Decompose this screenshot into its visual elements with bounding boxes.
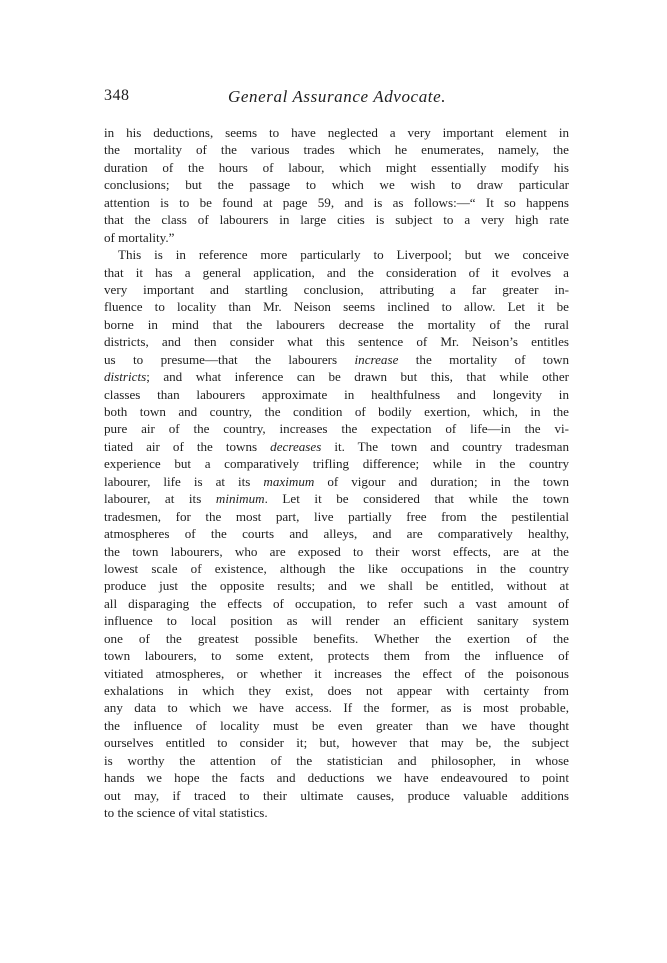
text-run: ourselves entitled to consider it; but, however that may be, the subject [104, 735, 569, 751]
italic-text: minimum [215, 491, 265, 507]
text-run: vitiated atmospheres, or whether it increases the effect of the poisonous [104, 665, 569, 681]
text-run: very important and startling conclusion, attributing a far greater in- [104, 281, 569, 297]
text-run: is worthy the attention of the statistician and philosopher, in whose [104, 752, 569, 768]
text-run: labourer, life is at its [104, 473, 264, 489]
text-run: the mortality of town [398, 351, 569, 367]
italic-text: maximum [263, 473, 315, 489]
text-run: districts, and then consider what this sentence of Mr. Neison’s entitles [104, 334, 569, 350]
text-line [104, 420, 569, 437]
text-line [104, 438, 569, 455]
text-line [104, 665, 569, 682]
text-run: of vigour and duration; in the town [314, 473, 569, 489]
text-run: influence to local position as will render an efficient sanitary system [104, 613, 569, 629]
text-run: pure air of the country, increases the expectation of life—in the vi- [104, 421, 569, 437]
text-line [104, 159, 569, 176]
text-run: attention is to be found at page 59, and is as follows:—“ It so happens [104, 194, 569, 210]
text-line [104, 752, 569, 769]
text-line [104, 368, 569, 385]
text-run: lowest scale of existence, although the like occupations in the country [104, 560, 569, 576]
text-line [104, 630, 569, 647]
text-line [104, 473, 569, 490]
text-line [104, 543, 569, 560]
text-line [104, 682, 569, 699]
text-line [104, 769, 569, 786]
text-line [104, 124, 569, 141]
text-run: labourer, at its [104, 491, 216, 507]
text-run: of mortality.” [104, 229, 175, 245]
text-run: to the science of vital statistics. [104, 805, 268, 821]
text-line [104, 351, 569, 368]
text-line [104, 455, 569, 472]
italic-text: districts [104, 369, 147, 385]
text-run: exhalations in which they exist, does not appear with certainty from [104, 683, 569, 698]
text-line [104, 246, 569, 263]
text-run: This is in reference more particularly to Liverpool; but we conceive [118, 247, 569, 263]
text-run: in his deductions, seems to have neglected a very important element in [104, 125, 569, 140]
text-line [104, 490, 569, 507]
text-run: it. The town and country tradesman [321, 438, 569, 454]
text-run: fluence to locality than Mr. Neison seems inclined to allow. Let it be [104, 299, 569, 315]
text-run: hands we hope the facts and deductions we have endeavoured to point [104, 770, 569, 786]
text-line [104, 194, 569, 211]
text-line [104, 595, 569, 612]
text-line [104, 229, 569, 246]
text-run: all disparaging the effects of occupation, to refer such a vast amount of [104, 595, 569, 611]
text-run: ; and what inference can be drawn but this, that while other [146, 369, 569, 385]
text-run: any data to which we have access. If the former, as is most probable, [104, 700, 569, 716]
text-run: that it has a general application, and the consideration of it evolves a [104, 264, 569, 280]
text-line [104, 264, 569, 281]
italic-text: decreases [270, 438, 322, 454]
text-run: us to presume—that the labourers [104, 351, 355, 367]
journal-title: General Assurance Advocate. [228, 87, 447, 106]
text-run: tradesmen, for the most part, live partially free from the pestilential [104, 508, 569, 524]
text-line [104, 281, 569, 298]
text-line [104, 316, 569, 333]
text-run: conclusions; but the passage to which we wish to draw particular [104, 177, 569, 193]
text-run: tiated air of the towns [104, 438, 271, 454]
text-line [104, 804, 569, 821]
text-run: the influence of locality must be even greater than we have thought [104, 717, 569, 733]
text-line [104, 577, 569, 594]
text-run: out may, if traced to their ultimate causes, produce valuable additions [104, 787, 569, 803]
text-line [104, 787, 569, 804]
text-line [104, 612, 569, 629]
text-run: atmospheres of the courts and alleys, and are comparatively healthy, [104, 526, 569, 542]
text-run: classes than labourers approximate in healthfulness and longevity in [104, 386, 569, 402]
italic-text: increase [354, 351, 399, 367]
page-number: 348 [104, 87, 130, 104]
text-line [104, 647, 569, 664]
text-line [104, 211, 569, 228]
text-line [104, 734, 569, 751]
running-header [104, 87, 569, 109]
text-run: duration of the hours of labour, which might essentially modify his [104, 159, 569, 175]
text-line [104, 699, 569, 716]
text-run: produce just the opposite results; and we shall be entitled, without at [104, 578, 569, 594]
text-run: the town labourers, who are exposed to their worst effects, are at the [104, 543, 569, 559]
text-run: town labourers, to some extent, protects them from the influence of [104, 648, 569, 664]
text-line [104, 141, 569, 158]
text-line [104, 525, 569, 542]
text-line [104, 508, 569, 525]
text-line [104, 386, 569, 403]
text-line [104, 298, 569, 315]
text-run: both town and country, the condition of bodily exertion, which, in the [104, 404, 569, 419]
text-run: experience but a comparatively trifling difference; while in the country [104, 456, 569, 472]
text-run: the mortality of the various trades which he enumerates, namely, the [104, 142, 569, 158]
text-run: that the class of labourers in large cities is subject to a very high rate [104, 212, 569, 228]
article-body [104, 124, 569, 822]
text-line [104, 176, 569, 193]
text-run: . Let it be considered that while the town [264, 491, 570, 507]
text-run: borne in mind that the labourers decrease the mortality of the rural [104, 316, 569, 332]
text-line [104, 717, 569, 734]
text-run: one of the greatest possible benefits. Whether the exertion of the [104, 630, 569, 646]
text-line [104, 403, 569, 420]
text-line [104, 560, 569, 577]
text-line [104, 333, 569, 350]
